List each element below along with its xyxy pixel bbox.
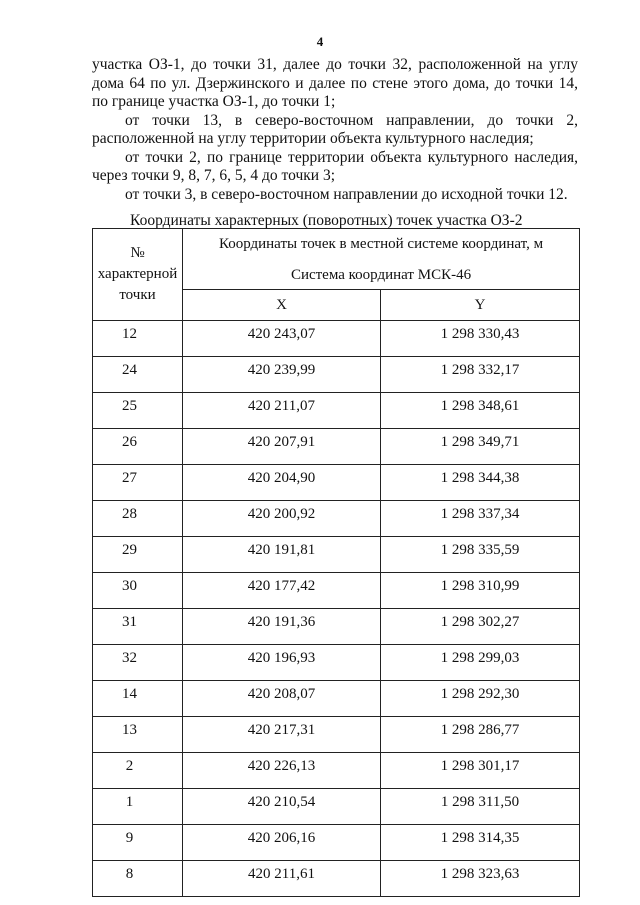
cell-y: 1 298 332,17 <box>381 357 580 393</box>
cell-point-number: 25 <box>93 393 183 429</box>
page-number: 4 <box>316 34 324 49</box>
cell-point-number: 32 <box>93 645 183 681</box>
cell-y: 1 298 330,43 <box>381 321 580 357</box>
header-coordinate-system: Система координат МСК-46 <box>290 267 472 283</box>
cell-x: 420 204,90 <box>183 465 381 501</box>
cell-y: 1 298 344,38 <box>381 465 580 501</box>
cell-point-number: 26 <box>93 429 183 465</box>
cell-point-number: 1 <box>93 789 183 825</box>
cell-point-number: 31 <box>93 609 183 645</box>
cell-y: 1 298 335,59 <box>381 537 580 573</box>
table-row <box>93 465 580 501</box>
cell-y: 1 298 301,17 <box>381 753 580 789</box>
cell-x: 420 243,07 <box>183 321 381 357</box>
cell-point-number: 24 <box>93 357 183 393</box>
paragraph: от точки 13, в северо-восточном направлении, до точки 2, расположенной на углу территории объекта культурного наследия; <box>92 111 578 147</box>
cell-y: 1 298 311,50 <box>381 789 580 825</box>
cell-y: 1 298 314,35 <box>381 825 580 861</box>
cell-x: 420 226,13 <box>183 753 381 789</box>
cell-y: 1 298 337,34 <box>381 501 580 537</box>
header-x: X <box>183 290 381 321</box>
cell-x: 420 239,99 <box>183 357 381 393</box>
cell-y: 1 298 299,03 <box>381 645 580 681</box>
table-row <box>93 321 580 357</box>
paragraph: от точки 2, по границе территории объекта культурного наследия, через точки 9, 8, 7, 6, 5, 4 до точки 3; <box>92 148 578 184</box>
cell-x: 420 200,92 <box>183 501 381 537</box>
cell-point-number: 28 <box>93 501 183 537</box>
table-row <box>93 357 580 393</box>
table-row <box>93 789 580 825</box>
table-row <box>93 501 580 537</box>
cell-x: 420 191,81 <box>183 537 381 573</box>
header-coordinates-title: Координаты точек в местной системе координат, м <box>218 236 544 252</box>
cell-point-number: 13 <box>93 717 183 753</box>
coordinates-table <box>92 228 580 897</box>
cell-point-number: 8 <box>93 861 183 897</box>
cell-y: 1 298 310,99 <box>381 573 580 609</box>
cell-x: 420 177,42 <box>183 573 381 609</box>
table-row <box>93 609 580 645</box>
header-y: Y <box>381 290 580 321</box>
cell-point-number: 29 <box>93 537 183 573</box>
table-caption: Координаты характерных (поворотных) точек участка ОЗ-2 <box>130 212 523 229</box>
table-row <box>93 645 580 681</box>
cell-point-number: 2 <box>93 753 183 789</box>
cell-y: 1 298 292,30 <box>381 681 580 717</box>
cell-y: 1 298 348,61 <box>381 393 580 429</box>
table-row <box>93 861 580 897</box>
cell-point-number: 30 <box>93 573 183 609</box>
cell-y: 1 298 302,27 <box>381 609 580 645</box>
cell-y: 1 298 286,77 <box>381 717 580 753</box>
paragraph-continuation: участка ОЗ-1, до точки 31, далее до точки 32, расположенной на углу дома 64 по ул. Дзержинского и далее по стене этого дома, до точки 14, по границе участка ОЗ-1, до точки 1; <box>92 56 578 110</box>
cell-point-number: 12 <box>93 321 183 357</box>
cell-point-number: 9 <box>93 825 183 861</box>
table-row <box>93 429 580 465</box>
table-row <box>93 393 580 429</box>
cell-x: 420 196,93 <box>183 645 381 681</box>
cell-x: 420 210,54 <box>183 789 381 825</box>
cell-x: 420 208,07 <box>183 681 381 717</box>
cell-y: 1 298 349,71 <box>381 429 580 465</box>
table-row <box>93 681 580 717</box>
cell-x: 420 211,61 <box>183 861 381 897</box>
table-row <box>93 573 580 609</box>
table-row <box>93 753 580 789</box>
table-row <box>93 825 580 861</box>
table-row <box>93 537 580 573</box>
cell-x: 420 207,91 <box>183 429 381 465</box>
header-coordinates <box>183 229 580 290</box>
cell-x: 420 206,16 <box>183 825 381 861</box>
cell-x: 420 217,31 <box>183 717 381 753</box>
table-row <box>93 717 580 753</box>
header-point-number: № характерной точки <box>93 229 183 321</box>
cell-point-number: 14 <box>93 681 183 717</box>
body-text <box>92 56 578 204</box>
paragraph: от точки 3, в северо-восточном направлении до исходной точки 12. <box>125 185 568 203</box>
cell-x: 420 191,36 <box>183 609 381 645</box>
cell-x: 420 211,07 <box>183 393 381 429</box>
cell-y: 1 298 323,63 <box>381 861 580 897</box>
cell-point-number: 27 <box>93 465 183 501</box>
table-body <box>93 321 580 897</box>
